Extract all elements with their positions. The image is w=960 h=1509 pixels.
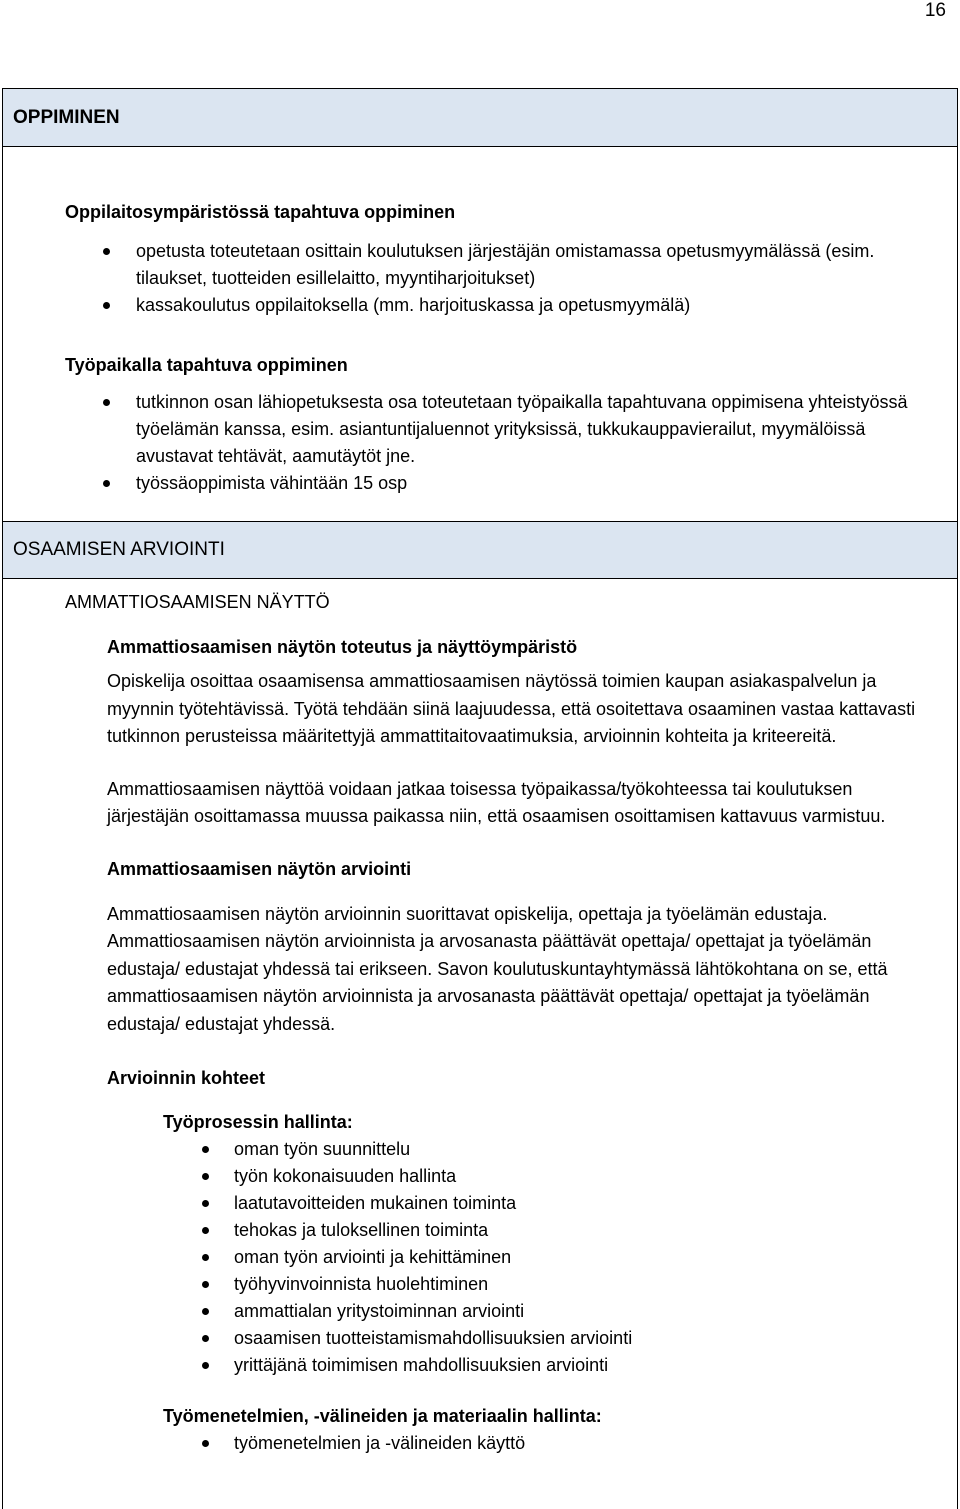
page-number: 16 [924,0,946,21]
list-item: työn kokonaisuuden hallinta [3,1163,957,1190]
list-item: tutkinnon osan lähiopetuksesta osa toteutetaan työpaikalla tapahtuvana oppimisena yhteistyössä työelämän kanssa, esim. asiantuntijaluennot yrityksissä, tukkukauppavierailut, myymälöissä avustavat tehtävät, aamutäytöt jne. [3,389,957,470]
heading-tyoprosessi: Työprosessin hallinta: [163,1112,353,1132]
list-item: oman työn arviointi ja kehittäminen [3,1244,957,1271]
list-item: työmenetelmien ja -välineiden käyttö [3,1430,957,1457]
bullet-list-tyopaikka [3,389,957,497]
section-header-oppiminen [3,89,957,147]
bullet-list-tyoprosessi [3,1136,957,1379]
subheading-tyopaikka: Työpaikalla tapahtuva oppiminen [65,355,348,375]
subheading-oppilaitos: Oppilaitosympäristössä tapahtuva oppiminen [65,202,456,222]
list-item: ammattialan yritystoiminnan arviointi [3,1298,957,1325]
list-item: tehokas ja tuloksellinen toiminta [3,1217,957,1244]
paragraph-jatko: Ammattiosaamisen näyttöä voidaan jatkaa toisessa työpaikassa/työkohteessa tai koulutuksen järjestäjän osoittamassa muussa paikassa niin, että osaamisen osoittamisen kattavuus varmistuu. [107,778,886,826]
list-item: oman työn suunnittelu [3,1136,957,1163]
heading-tyomenetelmat: Työmenetelmien, -välineiden ja materiaalin hallinta: [163,1406,602,1426]
paragraph-arviointi: Ammattiosaamisen näytön arvioinnin suorittavat opiskelija, opettaja ja työelämän edustaja. Ammattiosaamisen näytön arvioinnista ja arvosanasta päättävät opettaja/ opettajat ja työelämän edustaja/ edustajat yhdessä tai erikseen. Savon koulutuskuntayhtymässä lähtökohtana on se, että ammattiosaamisen näytön arvioinnista ja arvosanasta päättävät opettaja/ opettajat ja työelämän edustaja/ edustajat yhdessä. [107,903,888,1034]
heading-kohteet: Arvioinnin kohteet [107,1068,266,1088]
content-frame [2,88,958,1509]
paragraph-toteutus: Opiskelija osoittaa osaamisensa ammattiosaamisen näytössä toimien kaupan asiakaspalvelun ja myynnin työtehtävissä. Työtä tehdään siinä laajuudessa, että osoitettava osaaminen vastaa kattavasti tutkinnon perusteissa määritettyjä ammattitaitovaatimuksia, arvioinnin kohteita ja kriteereitä. [107,671,916,746]
list-item: työhyvinvoinnista huolehtiminen [3,1271,957,1298]
bullet-list-tyomenetelmat [3,1430,957,1457]
heading-toteutus: Ammattiosaamisen näytön toteutus ja näyttöympäristö [107,637,578,657]
subheading-naytto: AMMATTIOSAAMISEN NÄYTTÖ [65,592,330,612]
list-item: yrittäjänä toimimisen mahdollisuuksien arviointi [3,1352,957,1379]
bullet-list-oppilaitos [3,238,957,319]
section-header-arviointi [3,521,957,579]
section-title: OSAAMISEN ARVIOINTI [13,539,225,560]
section-title: OPPIMINEN [13,107,120,128]
list-item: osaamisen tuotteistamismahdollisuuksien arviointi [3,1325,957,1352]
list-item: työssäoppimista vähintään 15 osp [3,470,957,497]
list-item: kassakoulutus oppilaitoksella (mm. harjoituskassa ja opetusmyymälä) [3,292,957,319]
list-item: opetusta toteutetaan osittain koulutuksen järjestäjän omistamassa opetusmyymälässä (esim. tilaukset, tuotteiden esillelaitto, myyntiharjoitukset) [3,238,957,292]
list-item: laatutavoitteiden mukainen toiminta [3,1190,957,1217]
heading-arviointi: Ammattiosaamisen näytön arviointi [107,858,412,879]
